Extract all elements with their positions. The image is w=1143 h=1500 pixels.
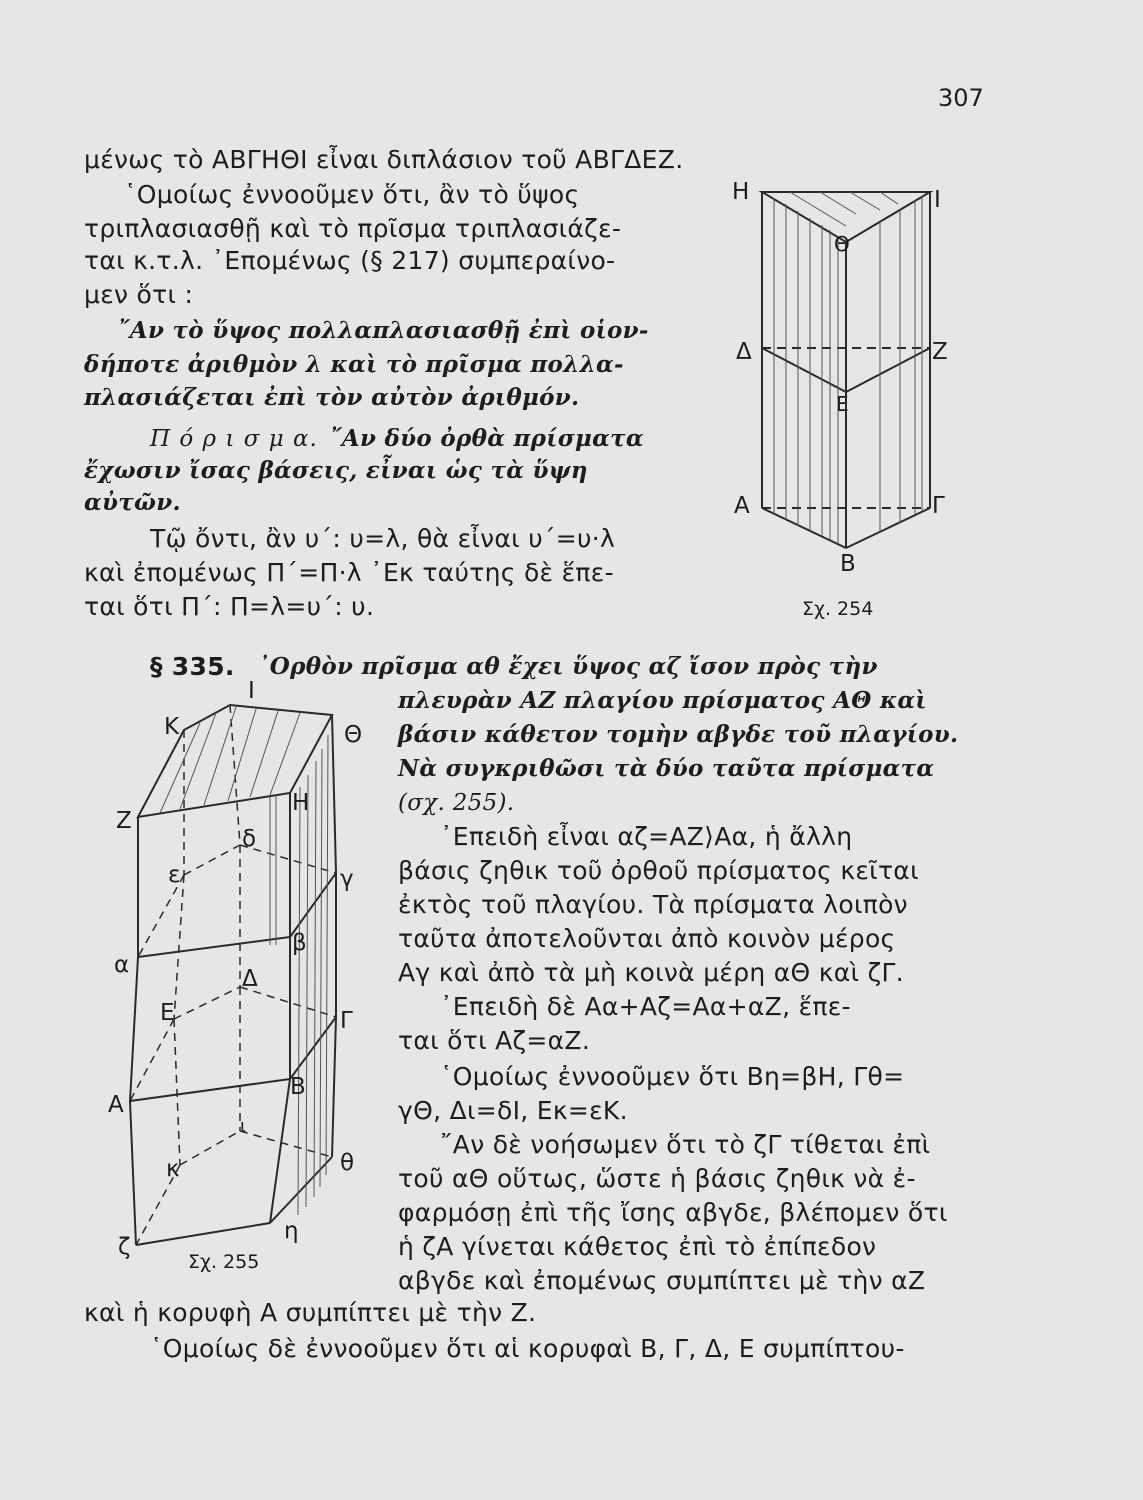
label-H: H	[732, 179, 750, 205]
label-theta-small: θ	[340, 1150, 355, 1176]
section-line: βάσιν κάθετον τομὴν αβγδε τοῦ πλαγίου.	[398, 721, 959, 748]
page-number: 307	[938, 84, 984, 112]
label-B: B	[840, 551, 856, 577]
label-I: I	[934, 187, 941, 213]
label-beta: β	[292, 930, 307, 956]
text-line: Τῷ ὄντι, ἂν υ΄: υ=λ, θὰ εἶναι υ΄=υ·λ	[150, 524, 616, 553]
label-eta: η	[284, 1218, 299, 1244]
text-line: ταῦτα ἀποτελοῦνται ἀπὸ κοινὸν μέρος	[398, 924, 896, 953]
label-Theta: Θ	[344, 722, 363, 748]
figure-254	[730, 178, 960, 628]
figure-255-caption: Σχ. 255	[188, 1251, 260, 1273]
label-K: K	[164, 714, 180, 740]
label-kappa: κ	[166, 1156, 180, 1182]
label-E: E	[160, 1000, 175, 1026]
label-Gamma: Γ	[340, 1008, 353, 1034]
label-gamma-small: γ	[340, 866, 354, 892]
text-line: ἡ ζΑ γίνεται κάθετος ἐπὶ τὸ ἐπίπεδον	[398, 1232, 877, 1261]
porisma-line: αὐτῶν.	[84, 489, 181, 516]
label-iota: ι	[240, 1116, 247, 1137]
text-line: ᾿Επειδὴ δὲ Αα+Αζ=Αα+αΖ, ἕπε-	[440, 992, 851, 1021]
label-Z: Z	[116, 808, 132, 834]
label-Z: Z	[932, 339, 948, 365]
section-number: § 335.	[150, 652, 235, 681]
text-line: ἐκτὸς τοῦ πλαγίου. Τὰ πρίσματα λοιπὸν	[398, 890, 908, 919]
section-line: πλευρὰν ΑΖ πλαγίου πρίσματος ΑΘ καὶ	[398, 687, 927, 714]
text-line: μένως τὸ ΑΒΓΗΘΙ εἶναι διπλάσιον τοῦ ΑΒΓΔΕΖ.	[84, 145, 684, 174]
text-line: καὶ ἡ κορυφὴ Α συμπίπτει μὲ τὴν Ζ.	[84, 1298, 537, 1327]
porisma-line: ῎Αν δύο ὀρθὰ πρίσματα	[330, 425, 644, 452]
section-line: Νὰ συγκριθῶσι τὰ δύο ταῦτα πρίσματα	[398, 755, 935, 782]
label-A: A	[734, 493, 750, 519]
porisma-line: ἔχωσιν ἴσας βάσεις, εἶναι ὡς τὰ ὕψη	[84, 457, 588, 484]
text-line: φαρμόσῃ ἐπὶ τῆς ἴσης αβγδε, βλέπομεν ὅτι	[398, 1198, 948, 1227]
figure-255	[100, 675, 390, 1280]
text-line: αβγδε καὶ ἐπομένως συμπίπτει μὲ τὴν αΖ	[398, 1266, 926, 1295]
text-line: καὶ ἐπομένως Π΄=Π·λ ᾿Εκ ταύτης δὲ ἕπε-	[84, 558, 614, 587]
text-line: ῎Αν δὲ νοήσωμεν ὅτι τὸ ζΓ τίθεται ἐπὶ	[440, 1130, 931, 1159]
theorem-line: πλασιάζεται ἐπὶ τὸν αὐτὸν ἀριθμόν.	[84, 384, 580, 411]
text-line: τριπλασιασθῇ καὶ τὸ πρῖσμα τριπλασιάζε-	[84, 214, 622, 243]
label-Gamma: Γ	[932, 493, 945, 519]
text-line: βάσις ζηθικ τοῦ ὀρθοῦ πρίσματος κεῖται	[398, 856, 919, 885]
text-line: ῾Ομοίως ἐννοοῦμεν ὅτι, ἂν τὸ ὕψος	[124, 180, 580, 209]
theorem-line: ῎Αν τὸ ὕψος πολλαπλασιασθῇ ἐπὶ οἱον-	[118, 317, 649, 344]
label-Delta: Δ	[242, 966, 258, 992]
text-line: ται κ.τ.λ. ᾿Επομένως (§ 217) συμπεραίνο-	[84, 246, 616, 275]
porisma-heading: Π ό ρ ι σ μ α.	[150, 426, 318, 452]
text-line: Αγ καὶ ἀπὸ τὰ μὴ κοινὰ μέρη αΘ καὶ ζΓ.	[398, 958, 904, 987]
text-line: ται ὅτι Αζ=αΖ.	[398, 1026, 591, 1055]
label-delta-small: δ	[242, 826, 257, 852]
text-line: ᾿Επειδὴ εἶναι αζ=ΑΖ⟩Αα, ἡ ἄλλη	[440, 822, 853, 851]
label-B: B	[290, 1074, 306, 1100]
text-line: ται ὅτι Π΄: Π=λ=υ΄: υ.	[84, 592, 375, 621]
label-zeta: ζ	[118, 1234, 131, 1260]
text-line: γΘ, Δι=δΙ, Εκ=εΚ.	[398, 1096, 628, 1125]
label-H: H	[292, 790, 310, 816]
theorem-line: δήποτε ἀριθμὸν λ καὶ τὸ πρῖσμα πολλα-	[84, 351, 624, 378]
label-theta: Θ	[834, 232, 850, 256]
label-epsilon: ε	[168, 862, 181, 888]
label-E: E	[836, 392, 849, 416]
section-reference: (σχ. 255).	[398, 790, 515, 816]
label-I: I	[248, 678, 255, 704]
section-line: ᾿Ορθὸν πρῖσμα αθ ἔχει ὕψος αζ ἴσον πρὸς τὴν	[258, 653, 878, 680]
label-A: A	[108, 1092, 124, 1118]
text-line: ῾Ομοίως ἐννοοῦμεν ὅτι Βη=βΗ, Γθ=	[440, 1062, 905, 1091]
label-alpha: α	[114, 952, 130, 978]
figure-254-caption: Σχ. 254	[802, 598, 874, 620]
text-line: ῾Ομοίως δὲ ἐννοοῦμεν ὅτι αἱ κορυφαὶ Β, Γ, Δ, Ε συμπίπτου-	[150, 1334, 905, 1363]
text-line: μεν ὅτι :	[84, 280, 194, 309]
label-delta: Δ	[736, 339, 752, 365]
text-line: τοῦ αΘ οὕτως, ὥστε ἡ βάσις ζηθικ νὰ ἐ-	[398, 1164, 916, 1193]
